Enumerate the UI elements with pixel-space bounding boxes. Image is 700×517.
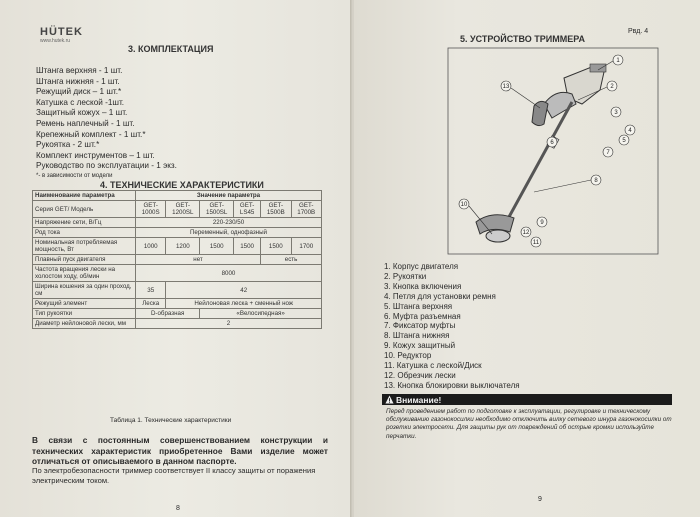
model-cell: GET-1500B	[261, 201, 291, 218]
value-cell: есть	[261, 255, 322, 265]
callout-number: 10	[460, 202, 468, 208]
header-cell: Наименование параметра	[33, 191, 136, 201]
callout-number: 12	[522, 230, 530, 236]
warning-icon	[385, 395, 394, 404]
table-row	[33, 282, 322, 299]
kit-item: Штанга верхняя - 1 шт.	[36, 66, 123, 75]
param-label: Диаметр нейлоновой лески, мм	[33, 319, 136, 329]
value-cell: 220-230/50	[135, 218, 321, 228]
callout-number: 3	[614, 110, 618, 116]
revision-label: Рвд. 4	[628, 28, 649, 35]
table-row	[33, 309, 322, 319]
table-row	[33, 228, 322, 238]
param-label: Режущий элемент	[33, 299, 136, 309]
value-cell: нет	[135, 255, 260, 265]
side-handle-shape	[532, 101, 548, 125]
model-cell: GET-LS45	[234, 201, 261, 218]
param-label: Плавный пуск двигателя	[33, 255, 136, 265]
value-cell: Леска	[135, 299, 165, 309]
trimmer-diagram	[444, 46, 662, 256]
table-caption: Таблица 1. Технические характеристики	[110, 417, 232, 424]
notice-paragraph: В связи с постоянным совершенствованием конструкции и технических характеристик приобретенное Вами изделие может отличаться от описываемого в данном паспорте.	[32, 435, 328, 466]
value-cell: 1500	[234, 238, 261, 255]
warning-title: Внимание!	[396, 395, 442, 405]
callout-number: 11	[532, 240, 540, 246]
callout-number: 5	[622, 138, 626, 144]
table-row	[33, 201, 322, 218]
model-cell: GET-1700B	[291, 201, 321, 218]
param-label: Род тока	[33, 228, 136, 238]
callout-number: 6	[550, 140, 554, 146]
value-cell: «Велосипедная»	[200, 309, 322, 319]
page-number-right: 9	[538, 496, 542, 503]
callout-number: 9	[540, 220, 544, 226]
kit-title: 3. КОМПЛЕКТАЦИЯ	[128, 44, 214, 54]
value-cell: 1500	[261, 238, 291, 255]
list-item: 10. Редуктор	[384, 351, 432, 361]
callout-number: 13	[502, 84, 510, 90]
list-item: 5. Штанга верхняя	[384, 301, 453, 311]
value-cell: 42	[166, 282, 322, 299]
kit-item: Комплект инструментов – 1 шт.	[36, 150, 155, 160]
list-item: 7. Фиксатор муфты	[384, 321, 456, 331]
list-item: 8. Штанга нижняя	[384, 331, 450, 341]
list-item: 13. Кнопка блокировки выключателя	[384, 380, 520, 390]
brand-url: www.hutek.ru	[40, 38, 71, 44]
table-row	[33, 238, 322, 255]
specs-title: 4. ТЕХНИЧЕСКИЕ ХАРАКТЕРИСТИКИ	[100, 180, 264, 190]
value-cell: 1500	[200, 238, 234, 255]
callout-number: 8	[594, 178, 598, 184]
value-cell: D-образная	[135, 309, 199, 319]
value-cell: 2	[135, 319, 321, 329]
model-cell: GET-1500SL	[200, 201, 234, 218]
kit-item: Режущий диск – 1 шт.*	[36, 87, 122, 97]
list-item: 11. Катушка с леской/Диск	[384, 361, 482, 371]
leader-line	[534, 180, 591, 192]
list-item: 12. Обрезчик лески	[384, 370, 456, 380]
right-page	[354, 0, 700, 517]
value-cell: Нейлоновая леска + сменный нож	[166, 299, 322, 309]
specs-table	[32, 190, 322, 329]
kit-list	[36, 66, 177, 180]
table-row	[33, 299, 322, 309]
table-row	[33, 191, 322, 201]
list-item: 2. Рукоятки	[384, 271, 427, 281]
param-label: Серия GET/ Модель	[33, 201, 136, 218]
table-row	[33, 218, 322, 228]
list-item: 3. Кнопка включения	[384, 281, 462, 291]
spool-shape	[486, 230, 510, 242]
motor-cap-shape	[590, 64, 606, 72]
table-row	[33, 319, 322, 329]
list-item: 4. Петля для установки ремня	[384, 291, 496, 301]
kit-item: Рукоятка - 2 шт.*	[36, 140, 100, 150]
model-cell: GET-1200SL	[166, 201, 200, 218]
callout-number: 4	[628, 128, 632, 134]
brand-logo: HÜTEK	[40, 26, 83, 38]
model-cell: GET-1000S	[135, 201, 165, 218]
list-item: 6. Муфта разъемная	[384, 311, 461, 321]
safety-paragraph: По электробезопасности триммер соответствует II классу защиты от поражения электрическим током.	[32, 466, 316, 485]
kit-item: Штанга нижняя - 1 шт.	[36, 76, 120, 86]
leader-line	[511, 88, 540, 108]
value-cell: 35	[135, 282, 165, 299]
param-label: Ширина кошения за один проход, см	[33, 282, 136, 299]
kit-item: Катушка с леской -1шт.	[36, 97, 125, 107]
list-item: 9. Кожух защитный	[384, 341, 456, 351]
kit-note: *- в зависимости от модели	[36, 172, 113, 179]
kit-item: Руководство по эксплуатации - 1 экз.	[36, 161, 177, 171]
table-row	[33, 265, 322, 282]
header-cell: Значение параметра	[135, 191, 321, 201]
param-label: Номинальная потребляемая мощность, Вт	[33, 238, 136, 255]
value-cell: Переменный, однофазный	[135, 228, 321, 238]
value-cell: 1000	[135, 238, 165, 255]
kit-item: Ремень наплечный - 1 шт.	[36, 118, 135, 128]
device-title: 5. УСТРОЙСТВО ТРИММЕРА	[460, 34, 585, 44]
param-label: Тип рукоятки	[33, 309, 136, 319]
kit-item: Крепежный комплект - 1 шт.*	[36, 129, 146, 139]
param-label: Частота вращения лески на холостом ходу, об/мин	[33, 265, 136, 282]
list-item: 1. Корпус двигателя	[384, 262, 459, 271]
parts-list	[384, 262, 520, 391]
page-number-left: 8	[176, 505, 180, 512]
value-cell: 1700	[291, 238, 321, 255]
callout-number: 2	[610, 84, 614, 90]
value-cell: 8000	[135, 265, 321, 282]
kit-item: Защитный кожух – 1 шт.	[36, 108, 128, 118]
callout-number: 7	[606, 150, 610, 156]
table-row	[33, 255, 322, 265]
param-label: Напряжение сети, В/Гц	[33, 218, 136, 228]
warning-text: Перед проведением работ по подготовке к эксплуатации, регулировке и техническому обслуживанию газонокосилки необходимо отключить вилку сетевого шнура газонокосилки от розетки электросети. Для защиты рук от повреждений об острые кромки используйте перчатки.	[386, 408, 672, 440]
callout-number: 1	[616, 58, 620, 64]
value-cell: 1200	[166, 238, 200, 255]
